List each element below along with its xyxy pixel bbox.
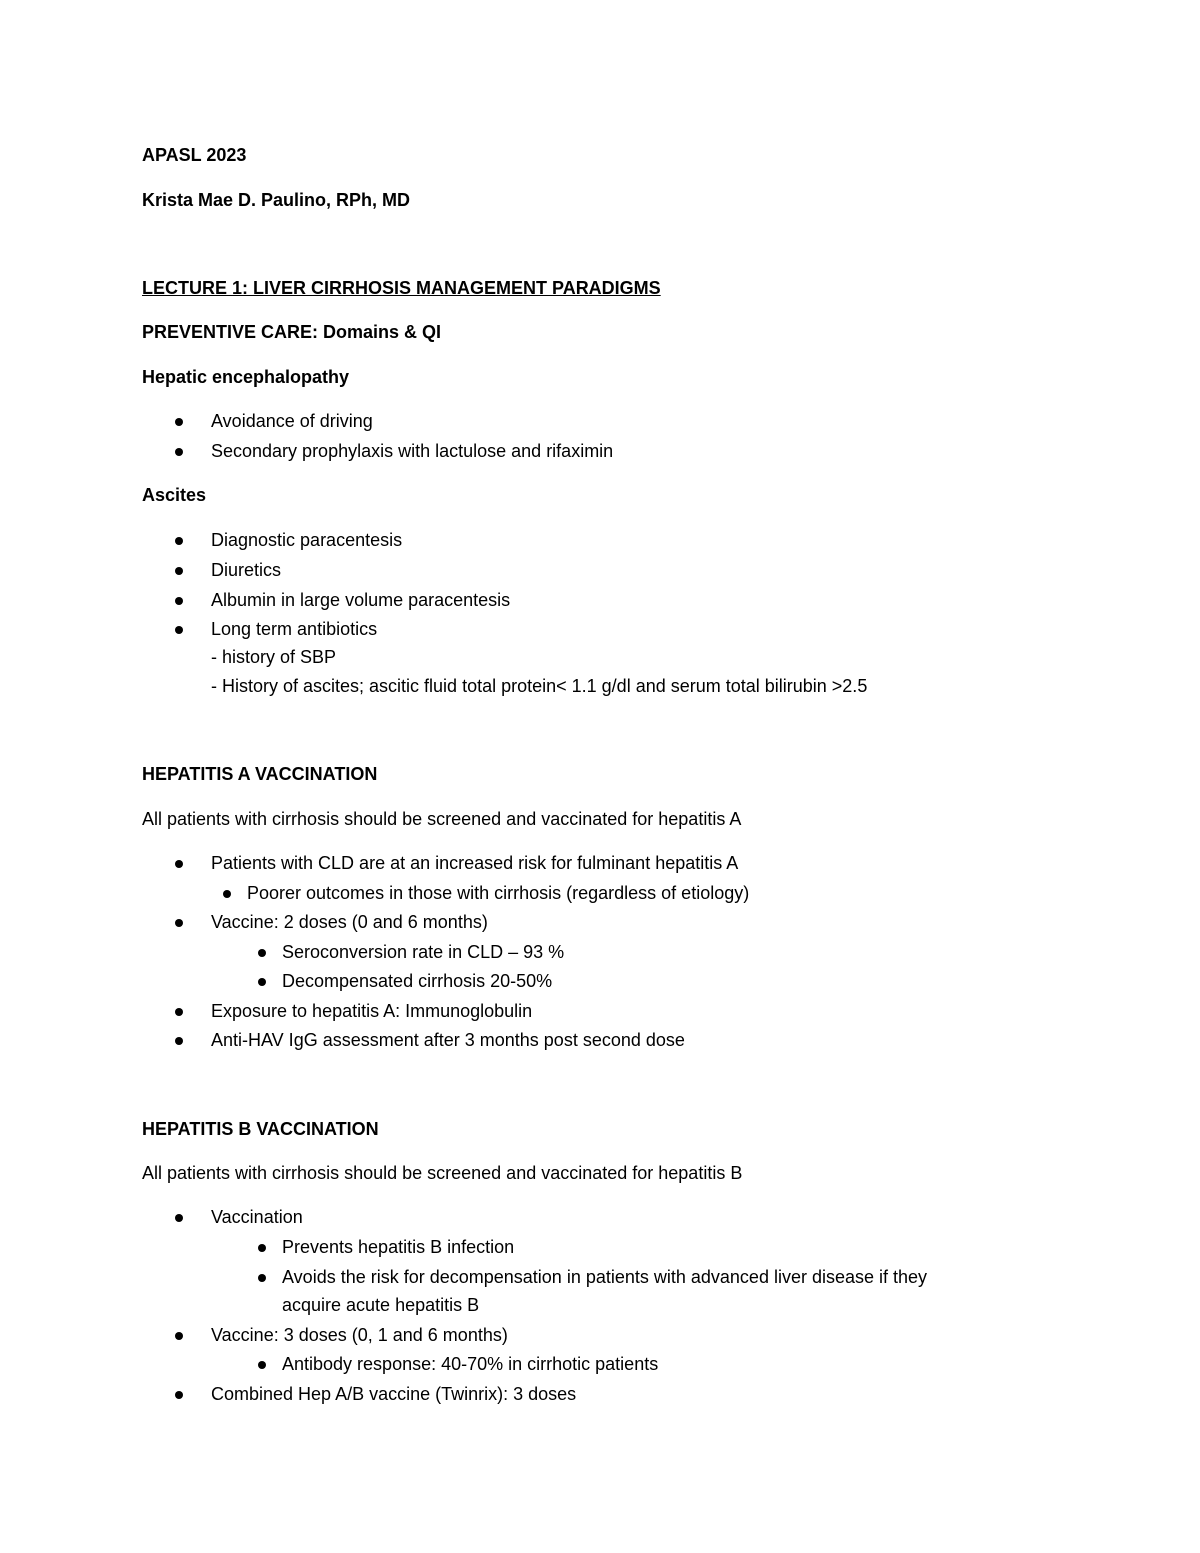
list-item: Seroconversion rate in CLD – 93 % <box>282 942 565 962</box>
bullet-icon <box>175 626 183 634</box>
list-item-continuation: acquire acute hepatitis B <box>282 1295 480 1315</box>
hep-b-intro: All patients with cirrhosis should be screened and vaccinated for hepatitis B <box>142 1163 743 1183</box>
list-item: Anti-HAV IgG assessment after 3 months post second dose <box>211 1030 685 1050</box>
list-item: Avoidance of driving <box>211 411 373 431</box>
bullet-icon <box>175 537 183 545</box>
bullet-icon <box>258 1274 266 1282</box>
author-line: Krista Mae D. Paulino, RPh, MD <box>142 190 411 210</box>
bullet-icon <box>175 919 183 927</box>
antibiotic-note: - history of SBP <box>211 647 337 667</box>
hep-a-intro: All patients with cirrhosis should be screened and vaccinated for hepatitis A <box>142 809 742 829</box>
bullet-icon <box>175 418 183 426</box>
list-item: Poorer outcomes in those with cirrhosis (regardless of etiology) <box>247 883 750 903</box>
bullet-icon <box>258 1361 266 1369</box>
bullet-icon <box>175 1037 183 1045</box>
list-item: Antibody response: 40-70% in cirrhotic patients <box>282 1354 659 1374</box>
list-item: Avoids the risk for decompensation in patients with advanced liver disease if they <box>282 1267 928 1287</box>
bullet-icon <box>258 949 266 957</box>
hep-a-heading: HEPATITIS A VACCINATION <box>142 764 378 784</box>
list-item: Vaccine: 2 doses (0 and 6 months) <box>211 912 488 932</box>
bullet-icon <box>175 448 183 456</box>
bullet-icon <box>175 1008 183 1016</box>
bullet-icon <box>175 567 183 575</box>
list-item: Decompensated cirrhosis 20-50% <box>282 971 553 991</box>
hep-b-heading: HEPATITIS B VACCINATION <box>142 1119 379 1139</box>
bullet-icon <box>223 890 231 898</box>
bullet-icon <box>175 1391 183 1399</box>
list-item: Vaccine: 3 doses (0, 1 and 6 months) <box>211 1325 508 1345</box>
list-item: Combined Hep A/B vaccine (Twinrix): 3 doses <box>211 1384 577 1404</box>
preventive-care-heading: PREVENTIVE CARE: Domains & QI <box>142 322 442 342</box>
antibiotic-note: - History of ascites; ascitic fluid total protein< 1.1 g/dl and serum total bilirubin >2.5 <box>211 676 868 696</box>
list-item: Long term antibiotics <box>211 619 378 639</box>
bullet-icon <box>175 597 183 605</box>
bullet-icon <box>175 860 183 868</box>
ascites-heading: Ascites <box>142 485 207 505</box>
list-item: Albumin in large volume paracentesis <box>211 590 511 610</box>
list-item: Diagnostic paracentesis <box>211 530 403 550</box>
list-item: Vaccination <box>211 1207 303 1227</box>
list-item: Diuretics <box>211 560 282 580</box>
list-item: Patients with CLD are at an increased risk for fulminant hepatitis A <box>211 853 739 873</box>
bullet-icon <box>258 1244 266 1252</box>
lecture-title: LECTURE 1: LIVER CIRRHOSIS MANAGEMENT PARADIGMS <box>142 278 661 298</box>
bullet-icon <box>258 978 266 986</box>
list-item: Secondary prophylaxis with lactulose and rifaximin <box>211 441 614 461</box>
hepatic-encephalopathy-heading: Hepatic encephalopathy <box>142 367 350 387</box>
list-item: Exposure to hepatitis A: Immunoglobulin <box>211 1001 533 1021</box>
list-item: Prevents hepatitis B infection <box>282 1237 515 1257</box>
bullet-icon <box>175 1332 183 1340</box>
event-title: APASL 2023 <box>142 145 247 165</box>
bullet-icon <box>175 1214 183 1222</box>
